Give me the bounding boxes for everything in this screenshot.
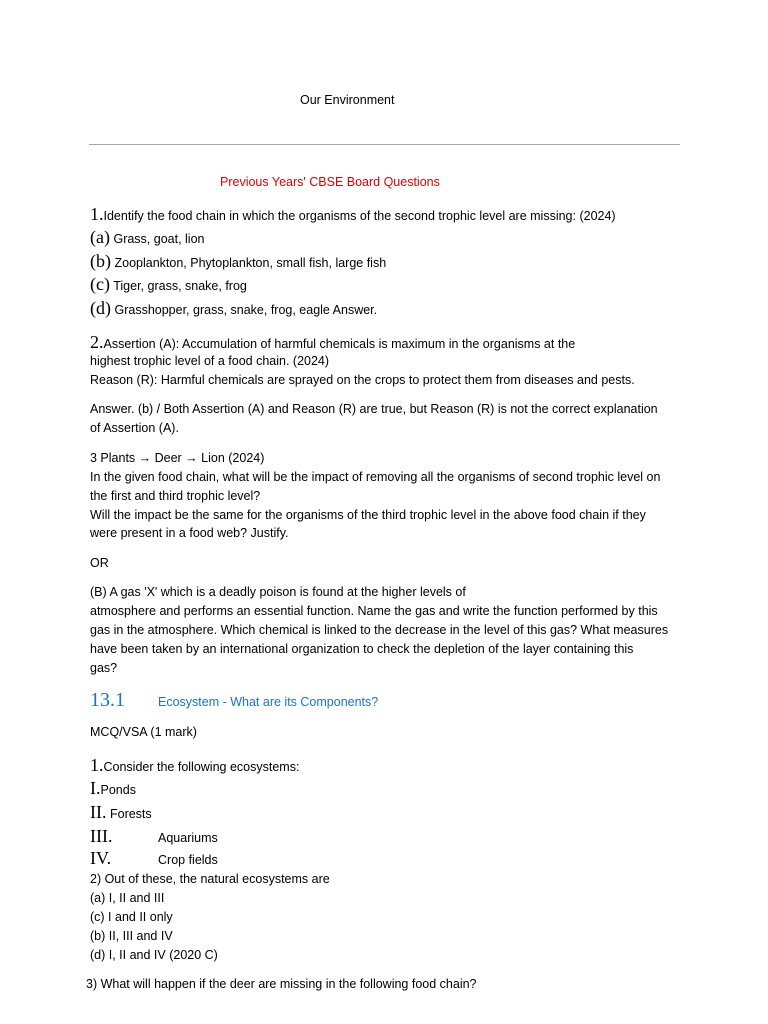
or-label: OR — [90, 556, 109, 570]
list-item — [90, 778, 136, 799]
option-label: (b) — [90, 251, 111, 271]
question-number: 1. — [90, 755, 104, 775]
list-item — [90, 802, 152, 823]
answer-text: Answer. (b) / Both Assertion (A) and Reason (R) are true, but Reason (R) is not the correct explanation — [90, 402, 658, 416]
item-label: I. — [90, 778, 101, 798]
mcq-question-1 — [90, 755, 299, 776]
question-1 — [90, 204, 616, 225]
question-type: MCQ/VSA (1 mark) — [90, 725, 197, 739]
item-text: Crop fields — [158, 853, 218, 867]
question-3-line: were present in a food web? Justify. — [90, 526, 289, 540]
option-d — [90, 298, 377, 319]
question-3b-line: gas? — [90, 661, 118, 675]
question-3b-line: (B) A gas 'X' which is a deadly poison is found at the higher levels of — [90, 585, 466, 599]
option-text: Grass, goat, lion — [113, 232, 205, 246]
question-2-line: highest trophic level of a food chain. (2024) — [90, 354, 330, 368]
question-text: Identify the food chain in which the organisms of the second trophic level are missing: (2024) — [103, 209, 616, 223]
question-2 — [90, 332, 575, 353]
question-number: 2. — [90, 332, 104, 352]
reason-text: Reason (R): Harmful chemicals are sprayed on the crops to protect them from diseases and pests. — [90, 373, 635, 387]
question-3-line: the first and third trophic level? — [90, 489, 261, 503]
answer-text-cont: of Assertion (A). — [90, 421, 179, 435]
question-3b-line: have been taken by an international organization to check the depletion of the layer containing this — [90, 642, 634, 656]
item-label: IV. — [90, 848, 112, 868]
question-text: 2) Out of these, the natural ecosystems are — [90, 872, 330, 886]
question-3-line: In the given food chain, what will be the impact of removing all the organisms of second trophic level on — [90, 470, 661, 484]
question-3-line: Will the impact be the same for the organisms of the third trophic level in the above food chain if they — [90, 508, 646, 522]
question-number: 1. — [90, 204, 104, 224]
question-text: 3) What will happen if the deer are missing in the following food chain? — [86, 977, 477, 991]
question-text: Assertion (A): Accumulation of harmful chemicals is maximum in the organisms at the — [103, 337, 576, 351]
option-text: (c) I and II only — [90, 910, 173, 924]
option-label: (d) — [90, 298, 111, 318]
option-text: (a) I, II and III — [90, 891, 165, 905]
question-3b-line: gas in the atmosphere. Which chemical is linked to the decrease in the level of this gas? What measures — [90, 623, 669, 637]
item-text: Forests — [109, 807, 152, 821]
option-c — [90, 274, 247, 295]
list-item — [90, 848, 218, 869]
section-title: Previous Years' CBSE Board Questions — [220, 175, 440, 189]
section-heading: Ecosystem - What are its Components? — [158, 695, 379, 709]
option-a — [90, 227, 204, 248]
list-item — [90, 826, 218, 847]
question-text: Consider the following ecosystems: — [103, 760, 300, 774]
header-divider — [89, 144, 680, 145]
option-label: (a) — [90, 227, 110, 247]
section-number: 13.1 — [90, 689, 125, 711]
option-text: Tiger, grass, snake, frog — [113, 279, 247, 293]
question-3b-line: atmosphere and performs an essential function. Name the gas and write the function performed by this — [90, 604, 658, 618]
option-label: (c) — [90, 274, 110, 294]
option-text: Grasshopper, grass, snake, frog, eagle Answer. — [114, 303, 378, 317]
option-text: (d) I, II and IV (2020 C) — [90, 948, 218, 962]
item-label: III. — [90, 826, 113, 846]
question-3-head: 3 Plants → Deer → Lion (2024) — [90, 451, 265, 465]
option-b — [90, 251, 386, 272]
page-title: Our Environment — [300, 93, 395, 107]
option-text: Zooplankton, Phytoplankton, small fish, large fish — [114, 256, 387, 270]
item-text: Ponds — [100, 783, 136, 797]
item-label: II. — [90, 802, 107, 822]
option-text: (b) II, III and IV — [90, 929, 173, 943]
item-text: Aquariums — [158, 831, 218, 845]
